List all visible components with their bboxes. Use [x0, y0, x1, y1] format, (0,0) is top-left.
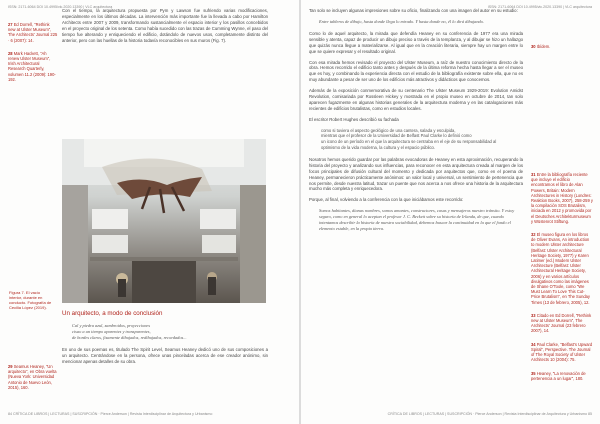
- footnote-text: Seamus Heaney, "Un arquitecto", en Obra vuelta (Nueva York: Universidad Antonio de Nuevo León, 2015), 160.: [8, 364, 57, 390]
- footnote-text: Ibídem.: [536, 44, 551, 49]
- footnote-text: Entre la bibliografía reciente que incluye el edificio encontramos el libro de Alan Powers, Britain: Modern Architectures in History (Londres: Reaktion Books, 2007), 258-259 y la compilación SOS Brutalism, iniciada en 2012 y promovida por el Deutsches Architekturmuseum y Wüstenrot Stiftung.: [531, 172, 593, 224]
- body-paragraph: Con esa mirada hemos revisado el proyecto del Ulster Museum, a raíz de nuestro conocimiento directo de la obra. Hemos recorrido el edificio tanto antes y después de la última reforma hecha hasta llegar a ser el museo que es hoy, y combinando la experiencia directa con el estudio de la bibliografía existente sobre ella, que no es muy abundante a pesar de ser uno de los edificios más atractivos y didácticos que conocemos.: [309, 59, 523, 83]
- poem-excerpt: Somos habitantes, dianas nombres, somos amantes, constructores, casas y mensajeros nuestro tránsito. Y estoy seguro, como en general lo aceptan el profesor J. C. Beckett sobre su historia de Irlanda, de que, cuando intentamos describir la historia de nuestra sociabilidad, debemos buscar la continuidad en la que el fondo el elemento estable, en la propia tierra.: [319, 208, 515, 232]
- main-column-bottom: [62, 306, 268, 370]
- footnote: [531, 342, 593, 363]
- footnote: [8, 364, 58, 390]
- footnote-number: 27: [8, 22, 13, 27]
- body-paragraph: Tan solo se incluyen algunas impresiones sobre su oficio, finalizando con una imagen del autor en su estudio:: [309, 8, 518, 13]
- footnote-number: 33: [531, 312, 536, 318]
- quotation: como si tuviera el aspecto geológico de una cantera, salada y esculpida, mientras que el profesor de la Universidad de Belfast Paul Clarke lo definió como un icono de un período en el que la arquitectura se centraba en el eje de su responsabilidad al optimismo de la vida moderna, la cultura y el espacio público.: [321, 127, 497, 151]
- footnote: [531, 371, 593, 381]
- footnote-number: 30: [531, 44, 536, 49]
- footnote-number: 35: [531, 370, 536, 376]
- left-page: [0, 0, 299, 424]
- notes-column: [531, 172, 593, 389]
- footnote-number: 32: [531, 232, 536, 238]
- section-title: Un arquitecto, a modo de conclusión: [62, 310, 163, 317]
- footnote-number: 28: [8, 50, 13, 56]
- right-page: [301, 0, 600, 424]
- body-paragraph: Como lo de aquel arquitecto, la mirada que defendía Heaney en su conferencia de 1977 era una mirada sensible y atenta, capaz de producir un dibujo preciso a través de la templanza, y al dibujar se hizo un hallazgo que quizás nunca llegue a materializarse. Al igual que en la creación literaria, siempre hay un margen entre lo que se quiere expresar y el resultado original.: [309, 30, 523, 54]
- poem-excerpt: Entre tableros de dibujo, hasta donde llega lo mirado. Y hasta donde no, él lo dirá dibujando.: [319, 18, 485, 24]
- notes-column-top: [531, 44, 593, 57]
- main-column-top: [62, 8, 268, 48]
- page-footer: 84 CRÍTICA DE LIBROS | LECTURAS | SUSCRIPCIÓN · Pierce Anderson | Revista Interdisciplinar de Arquitectura y Urbanismo: [8, 412, 213, 416]
- footnote-text: Ed Dorrell, "Rethink new at Ulster Museum", The Architects' Journal 225 · 6 (2007): 14.: [8, 22, 58, 43]
- footnote: [531, 172, 593, 224]
- body-paragraph: En uno de sus poemas es, titulado The Spirit Level, Seamus Heaney dedicó uno de sus composiciones a un arquitecto. Centrándose en la persona, ofrece unas pinceladas acerca de ese creador anónimo, sin mencionar apenas detalles de su obra.: [62, 347, 268, 364]
- footnote: [531, 232, 593, 305]
- footnote-number: 29: [8, 364, 13, 369]
- body-paragraph: Porque, al final, volviendo a la conferencia con la que iniciábamos este recorrido:: [309, 197, 464, 203]
- main-column: [309, 8, 523, 238]
- footnote-number: 34: [531, 341, 536, 347]
- poem-excerpt: Cal y piedra azul, zambroidos, proyecciones cisao a un tiempo aparentes y transparentes, de bordes claros, fisamente dibujados, redibujados, recordados...: [72, 323, 187, 340]
- notes-column: [8, 22, 58, 90]
- footnote: [531, 44, 593, 49]
- page-footer: CRÍTICA DE LIBROS | LECTURAS | SUSCRIPCIÓN · Pierce Anderson | Revista Interdisciplinar de Arquitectura y Urbanismo 85: [387, 412, 592, 416]
- footnote: [8, 51, 58, 82]
- notes-column-bottom: [8, 364, 58, 398]
- footnote-text: El museo figura en los libros de Oliver Evans, An introduction to modern Ulster architecture (Belfast: Ulster Architectural Heritage Society, 1977) y Karen Latimer (ed.) Modern Ulster Architecture (Belfast: Ulster Architectural Heritage Society, 2006) y en varios artículos divulgativos como las imágenes de Shane O'Toole, como "We Must Learn To Love This Cut-Price Brutalism", en The Sunday Times (13 de febrero, 2005), 12.: [531, 232, 590, 305]
- footnote: [8, 22, 58, 43]
- footnote-text: Heaney, "La renovación de pertenencia a un lugar", 180.: [531, 370, 586, 381]
- body-paragraph: Nosotros hemos querido guardar por las palabras evocadoras de Heaney en esta aproximación, recuperando la historia del proyecto y analizando sus influencias, para reconocer en esta arquitectura creada al margen de los focos principales de difusión cultural del momento y dedicada por arquitectos que, como en el poema de Heaney, permanecieron prácticamente anónimos: un valor local y universal, un sentimiento de pertenencia que nos permite, desde nuestra latitud, trazar un puente que nos acerca a nos ofrece una historia de la arquitectura mucho más completa y enriquecedora.: [309, 156, 523, 192]
- running-head: ISSN: 2171-6064 DOI 10.4995/vlc.2020.13390 | VLC arquitectura: [8, 5, 113, 9]
- footnote-text: Mark Hackett, "Ah renew Ulster Museum", Irish Architectural Research Quarterly, volumen 11.2 (2009): 190-192.: [8, 50, 56, 82]
- museum-interior-photo: [62, 139, 266, 303]
- running-head: ISSN: 2171-6064 DOI 10.4995/vlc.2020.13390 | VLC arquitectura: [487, 5, 592, 9]
- footnote-text: Paul Clarke, "Belfast's Upward Spiral", Perspective. The Journal of The Royal Society of Ulster Architects 10 (2004): 75.: [531, 341, 593, 363]
- body-paragraph: El escritor Robert Hughes describió su fachada: [309, 116, 399, 122]
- figure-caption: Figura 7. El vacío interior, durante en conducto. Fotografía de Cecilia López (2019).: [9, 290, 52, 310]
- footnote: [531, 313, 593, 334]
- footnote-number: 31: [531, 172, 536, 177]
- body-paragraph: Con el tiempo, la arquitectura propuesta por Pym y Lawson fue sufriendo varias modificaciones, especialmente en los últimos décadas. La intervención más importante fue la llevada a cabo por Hamilton Architects entre 2007 y 2009, transformando sustancialmente el espacio interior y los pasillos concebidos en el proyecto original de los setenta. Como había sucedido con las trazas de Cumming Wynne, el paso del tiempo fue alterando y enriqueciendo el edificio, dotándolo de nuevos usos, completamente distinto del anterior, pero con las huellas de la historia todavía reconocibles en sus muros (Fig. 7).: [62, 8, 268, 43]
- body-paragraph: Además de la exposición conmemorativa de su centenario The Ulster Museum 1929-2019: Evolution Amidst Revolution, comisariada por Rossleen Hickey y mostrada en el propio museo en octubre de 2014, tan solo aparecen fugazmente en algunas historias generales de la arquitectura moderna y en las catalogaciones más recientes de edificios brutalistas, como en estudios locales.: [309, 88, 523, 111]
- footnote-text: Citado en Ed Dorrell, "Rethink new at Ulster Museum", The Architects' Journal (23 febrero 2007), 14.: [531, 312, 592, 334]
- museum-interior-illustration: [62, 139, 266, 303]
